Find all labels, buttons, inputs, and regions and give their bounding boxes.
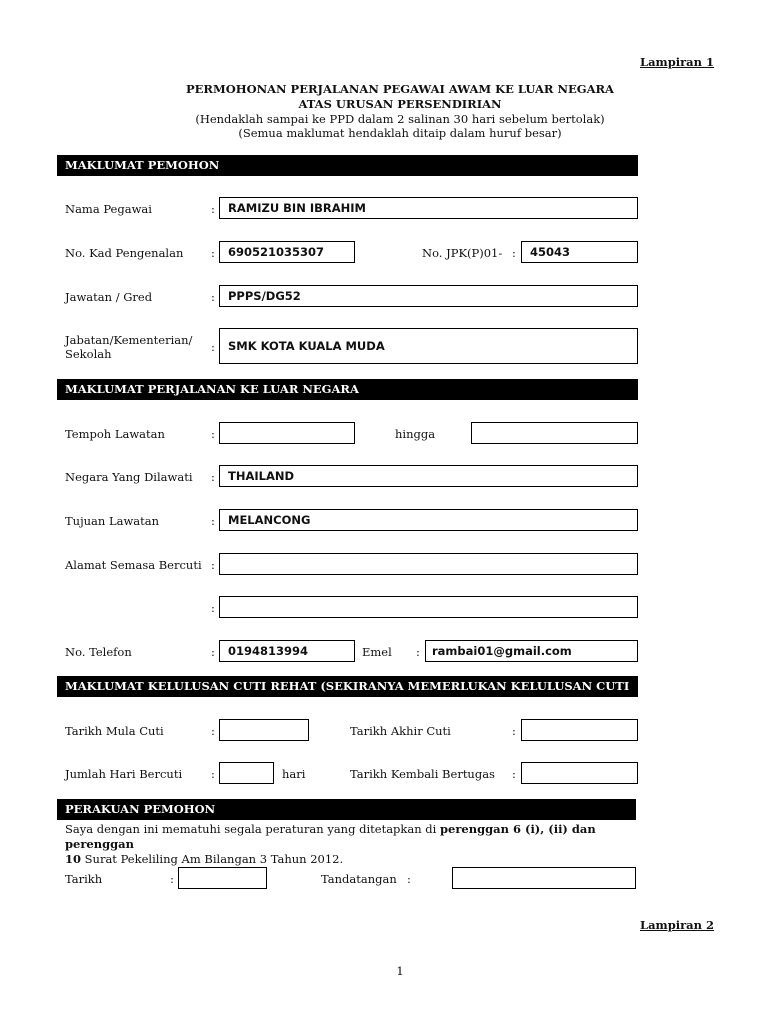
colon: : [416, 645, 420, 659]
form-instruction-2: (Semua maklumat hendaklah ditaip dalam huruf besar) [238, 126, 562, 140]
perakuan-text-bold2: 10 [65, 852, 82, 866]
nama-label: Nama Pegawai [65, 202, 152, 216]
colon: : [512, 724, 516, 738]
alamat-line1-field[interactable] [219, 553, 638, 575]
perakuan-statement [65, 822, 640, 867]
nama-field[interactable]: RAMIZU BIN IBRAHIM [219, 197, 638, 219]
colon: : [211, 724, 215, 738]
tarikh-kembali-field[interactable] [521, 762, 638, 784]
jpk-field[interactable]: 45043 [521, 241, 638, 263]
colon: : [211, 340, 215, 354]
tarikh-akhir-field[interactable] [521, 719, 638, 741]
perakuan-text-part2: Surat Pekeliling Am Bilangan 3 Tahun 2012. [81, 852, 344, 866]
jumlah-hari-field[interactable] [219, 762, 274, 784]
colon: : [211, 290, 215, 304]
tempoh-to-field[interactable] [471, 422, 638, 444]
perakuan-text-part1: Saya dengan ini mematuhi segala peraturan yang ditetapkan di [65, 822, 440, 836]
telefon-field[interactable]: 0194813994 [219, 640, 355, 662]
form-instruction-1: (Hendaklah sampai ke PPD dalam 2 salinan 30 hari sebelum bertolak) [195, 112, 605, 126]
tarikh-label: Tarikh [65, 872, 103, 886]
perakuan-text-bold1: perenggan 6 (i), (ii) dan perenggan [65, 822, 596, 851]
form-title-line1: PERMOHONAN PERJALANAN PEGAWAI AWAM KE LUAR NEGARA [186, 82, 614, 96]
tujuan-label: Tujuan Lawatan [65, 514, 160, 528]
colon: : [211, 558, 215, 572]
lampiran-2-label: Lampiran 2 [640, 918, 714, 932]
jabatan-label-line2: Sekolah [65, 347, 112, 361]
alamat-label: Alamat Semasa Bercuti [65, 558, 202, 572]
colon: : [211, 767, 215, 781]
section-header-perjalanan: MAKLUMAT PERJALANAN KE LUAR NEGARA [57, 379, 638, 400]
tujuan-field[interactable]: MELANCONG [219, 509, 638, 531]
jawatan-label: Jawatan / Gred [65, 290, 153, 304]
colon: : [211, 470, 215, 484]
colon: : [170, 872, 174, 886]
colon: : [211, 514, 215, 528]
tandatangan-label: Tandatangan [321, 872, 397, 886]
jpk-label: No. JPK(P)01- [422, 246, 503, 260]
colon: : [211, 202, 215, 216]
page-number: 1 [396, 964, 404, 978]
negara-label: Negara Yang Dilawati [65, 470, 193, 484]
tarikh-kembali-label: Tarikh Kembali Bertugas [350, 767, 495, 781]
colon: : [512, 246, 516, 260]
tarikh-mula-field[interactable] [219, 719, 309, 741]
negara-field[interactable]: THAILAND [219, 465, 638, 487]
telefon-label: No. Telefon [65, 645, 132, 659]
alamat-line2-field[interactable] [219, 596, 638, 618]
ic-label: No. Kad Pengenalan [65, 246, 184, 260]
tempoh-from-field[interactable] [219, 422, 355, 444]
ic-field[interactable]: 690521035307 [219, 241, 355, 263]
hari-label: hari [282, 767, 306, 781]
jumlah-hari-label: Jumlah Hari Bercuti [65, 767, 183, 781]
colon: : [211, 601, 215, 615]
lampiran-1-label: Lampiran 1 [640, 55, 714, 69]
section-header-cuti: MAKLUMAT KELULUSAN CUTI REHAT (SEKIRANYA MEMERLUKAN KELULUSAN CUTI REHAT) [57, 676, 638, 697]
colon: : [407, 872, 411, 886]
colon: : [211, 645, 215, 659]
jabatan-label-line1: Jabatan/Kementerian/ [65, 333, 193, 347]
jabatan-field[interactable]: SMK KOTA KUALA MUDA [219, 328, 638, 364]
tandatangan-field[interactable] [452, 867, 636, 889]
tempoh-label: Tempoh Lawatan [65, 427, 165, 441]
section-header-pemohon: MAKLUMAT PEMOHON [57, 155, 638, 176]
jawatan-field[interactable]: PPPS/DG52 [219, 285, 638, 307]
emel-label: Emel [362, 645, 392, 659]
form-title-line2: ATAS URUSAN PERSENDIRIAN [298, 97, 502, 111]
section-header-perakuan: PERAKUAN PEMOHON [57, 799, 636, 820]
colon: : [211, 246, 215, 260]
colon: : [512, 767, 516, 781]
tarikh-mula-label: Tarikh Mula Cuti [65, 724, 164, 738]
emel-field[interactable]: rambai01@gmail.com [425, 640, 638, 662]
colon: : [211, 427, 215, 441]
hingga-label: hingga [395, 427, 436, 441]
tarikh-akhir-label: Tarikh Akhir Cuti [350, 724, 451, 738]
tarikh-field[interactable] [178, 867, 267, 889]
